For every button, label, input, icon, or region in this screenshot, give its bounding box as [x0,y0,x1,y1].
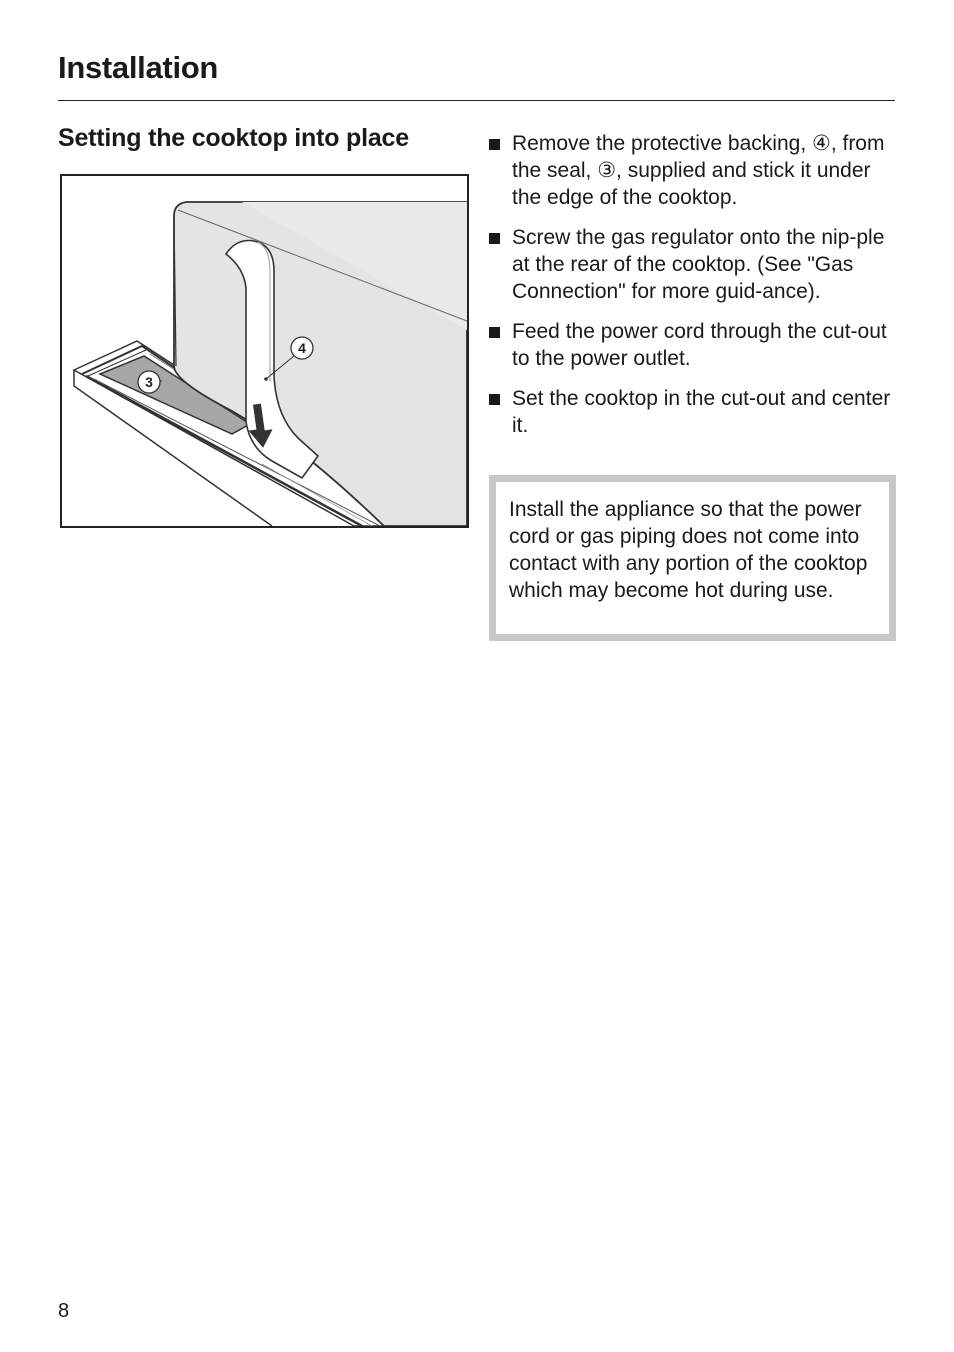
installation-illustration [60,174,469,528]
list-item [488,130,898,211]
page-number: 8 [58,1300,70,1322]
section-heading: Setting the cooktop into place [58,124,409,152]
square-bullet-icon [489,394,500,405]
page-title: Installation [58,50,219,85]
callout-3: 3 [145,374,153,390]
step-text: Remove the protective backing, ④, from the seal, ③, supplied and stick it under the edge of the cooktop. [512,132,885,209]
list-item [488,385,898,439]
callout-4: 4 [298,340,306,356]
title-divider [58,100,895,101]
square-bullet-icon [489,139,500,150]
list-item [488,318,898,372]
instruction-list [488,130,898,452]
square-bullet-icon [489,233,500,244]
step-text: Set the cooktop in the cut-out and center it. [512,387,891,437]
step-text: Screw the gas regulator onto the nip-ple at the rear of the cooktop. (See "Gas Connection" for more guid-ance). [512,226,885,303]
note-text: Install the appliance so that the power cord or gas piping does not come into contact with any portion of the cooktop which may become hot during use. [509,498,868,602]
square-bullet-icon [489,327,500,338]
list-item [488,224,898,305]
warning-note [489,475,896,641]
step-text: Feed the power cord through the cut-out to the power outlet. [512,320,887,370]
